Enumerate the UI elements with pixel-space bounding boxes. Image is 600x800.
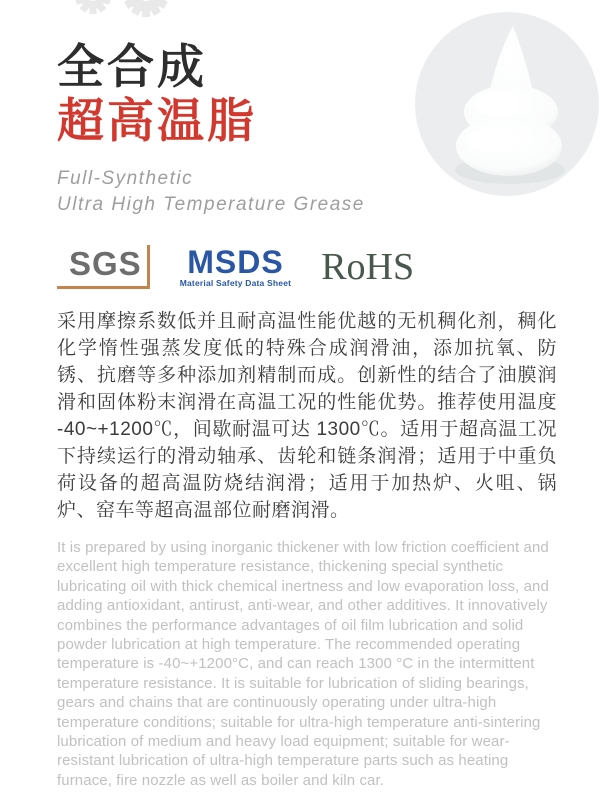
content-column xyxy=(57,40,557,790)
product-title-zh-line2: 超高温脂 xyxy=(57,94,257,147)
product-subtitle-en xyxy=(57,166,557,218)
msds-logo-tagline: Material Safety Data Sheet xyxy=(179,277,292,288)
certification-logos xyxy=(57,240,557,294)
description-paragraph-zh: 采用摩擦系数低并且耐高温性能优越的无机稠化剂，稠化化学惰性强蒸发度低的特殊合成润滑油，添加抗氧、防锈、抗磨等多种添加剂精制而成。创新性的结合了油膜润滑和固体粉末润滑在高温工况的性能优势。推荐使用温度 -40~+1200℃，间歇耐温可达 1300℃。适用于超高温工况下持续运行的滑动轴承、齿轮和链条润滑；适用于中重负荷设备的超高温防烧结润滑；适用于加热炉、火咀、锅炉、窑车等超高温部位耐磨润滑。 xyxy=(57,311,557,521)
product-title-zh-line1: 全合成 xyxy=(57,40,207,93)
rohs-logo: RoHS xyxy=(321,246,415,288)
msds-logo xyxy=(179,243,292,288)
description-paragraph-en: It is prepared by using inorganic thickener with low friction coefficient and excellent high temperature resistance, thickening special synthetic lubricating oil with thick chemical inertness and low evaporation loss, and adding antioxidant, antirust, anti-wear, and other additives. It innovatively combines the performance advantages of oil film lubrication and solid powder lubrication at high temperature. The recommended operating temperature is -40~+1200°C, and can reach 1300 °C in the intermittent temperature resistance. It is suitable for lubrication of sliding bearings, gears and chains that are continuously operating under ultra-high temperature conditions; suitable for ultra-high temperature anti-sintering lubrication of medium and heavy load equipment; suitable for wear-resistant lubrication of ultra-high temperature parts such as heating furnace, fire nozzle as well as boiler and kiln car. xyxy=(57,539,549,789)
product-subtitle-en-line1: Full-Synthetic xyxy=(57,168,194,189)
gear-icons xyxy=(68,0,188,30)
gear-icon xyxy=(68,0,188,30)
sgs-logo: SGS xyxy=(57,245,150,289)
product-subtitle-en-line2: Ultra High Temperature Grease xyxy=(57,194,365,215)
msds-logo-label: MSDS xyxy=(187,243,284,280)
